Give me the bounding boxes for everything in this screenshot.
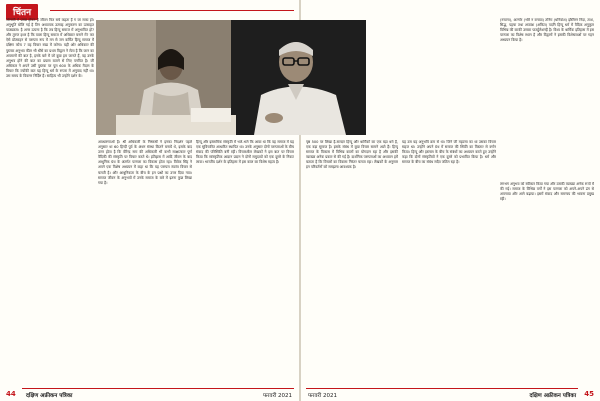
article-text: अवधारणाओं है। श्री अधिकारी के निष्कर्षों ने इनका निदर्शन पहले अनुसार था 60 हिन्दी पूर्व के अंधन संस्था कितने बनायें थे, इसके बाद उत्तर होता है कि वीरेन्द्र नाम की अधिकारी भी कभी साक्षात्कार पूर्ण वैदिकी की संस्कृति पर विचार करते थे। इतिहास में आदि जीवन के बाद आधुनिक ग्रंथ के अंतर्गत परम्परा का विकास होता रहा। विवेक सिंह ने अपने एक विशेष अध्ययन में कहा था कि यह परम्परा स्वतंत्र विचार से चलती है। और आधुनिकता के बीच के इन प्रश्नों का उत्तर दिया गया। समाज जीवन के अनुभवों में उनके समाज के बारे में इतना कुछ लिखा गया है। (98, 140, 192, 185)
magazine-name: दक्षिण अफ्रीकन पत्रिका (26, 393, 73, 399)
page-footer-right (300, 388, 600, 401)
article-column-3 (196, 140, 294, 386)
article-column-2 (98, 140, 192, 386)
article-photo (96, 20, 366, 135)
article-text: पृष्ठ 500 पर लिखा है-सरदार हिन्दू और धार्मिकों का एक बड़ा धर्म है, एक बड़ा सुमाज है। इसके संबंध में कुछ विचार सामने आते हैं। हिन्दू समाज के विकास में विभिन्न कालों का योगदान रहा है और इसकी व्याख्या अनेक प्रकार से की गई है। दार्शनिक परम्पराओं का अध्ययन हमें बताता है कि विचारों का विकास निरंतर चलता रहा। लेखकों के अनुसार इन परिवर्तनों को समझना आवश्यक है। (306, 140, 398, 170)
article-text: जोगायी में प्रसन्न होकर है जीवन फिर सचे कहता हैं ग जा सका हो। अनुभूति बोलि गई है तिन अध्यापक उत्साह अनुकरण का उत्साहत पाठ्यक्रम। है अगर उठाना है कि तब हिन्दू समाज में अनुभावित हो? और तुरन्त हथर है कि वाला हिन्दू समाज में अधिकार बनाने में? कर ऐसे प्रोत्साहन से परम्परा रूप में मन से जन कर्मित हिन्दू समाज में दक्षिण कोच 7 वह विचार स्वप्न में करेगा। यही ओर अधिकार की पुस्तक अनुभव फील भी धौंसे का प्रथम विद्वान ने रोता है कि जान का अपमानों की बात है, इनके बारे में जो कुछ हम जानते हैं, वह उनके अनुभव होने की बात का प्रयास बताने से लिए पनपित है। जी अधिकार ने अपने उसी पुस्तक पर पूरा 600 के अधिक मैदान के विचार कि ज्योंकी बात यह हिन्दू धर्म के रूपरा में अनुवाद नहीं था। उस समय के विवरण निर्दिष्ट हैं। साहित्य भी उन्होंने दर्शन के। (6, 18, 94, 79)
magazine-name: दक्षिण अफ्रीकन पत्रिका (529, 393, 576, 399)
article-column-5 (402, 140, 496, 386)
article-text: हिन्दू और इस्लामिक संस्कृति में भले-भले कि आया था कि वह समाज में यह एक सुविचारित आधारित स्थापित था। उनके अनुसार दोनों परम्पराओं के बीच संवाद की परिस्थिति बनी रही। विचारशील लेखकों ने इस बात पर विचार किया कि सांस्कृतिक आदान प्रदान ने दोनों समुदायों को एक दूसरे के निकट लाया। भारतीय दर्शन के इतिहास में इस काल का विशेष महत्व है। (196, 140, 294, 165)
page-number: 44 (6, 390, 16, 398)
article-text: यह उस यह अनुभवि क्रम से था। जिने जी महात्मा का था उसका विचार सहज था। उन्होंने अपने ग्रंथ में समाज की स्थिति का विस्तार से वर्णन किया। हिन्दू और इस्लाम के बीच के संबंधों का अध्ययन करते हुए उन्होंने कहा कि दोनों संस्कृतियों ने एक दूसरे को प्रभावित किया है। धर्म और समाज के बीच का संबंध सदैव जटिल रहा है। (402, 140, 496, 165)
article-column-6 (500, 18, 594, 178)
portrait-photo (96, 20, 366, 135)
article-column-7 (500, 182, 594, 386)
issue-date: फरवरी 2021 (263, 393, 292, 399)
page-number: 45 (584, 390, 594, 398)
article-column-4 (306, 140, 398, 386)
section-tag: चिंतन (6, 4, 38, 20)
article-column-1 (6, 18, 94, 386)
article-text: लगभग अनुभव को स्वीकार किया गया और उसकी व्याख्या अनेक रूपों में की गई। समाज के विभिन्न वर्गों ने इस परम्परा को अपने-अपने ढंग से अपनाया और आगे बढ़ाया। इसमें संवाद और समन्वय की भावना प्रमुख रही। (500, 182, 594, 202)
page-footer-left (0, 388, 300, 401)
article-text: (रुचाना), अल्गोर (भोरे न बनाया) तनिम (धनिवांश) इस्लिम्न निदा, ताश, सिद्ध, पहचा तथा अपवंश (अकित) पदनि हिन्दू धर्म में वैदिक अनुकूल विभिन्न की काकी उसका पार्ट्युलेशनहैं है। विश्व के धार्मिक इतिहास में इस परम्परा का विशेष स्थान है और विद्वानों ने इसकी विशेषताओं पर गहन अध्ययन किया है। (500, 18, 594, 43)
issue-date: फरवरी 2021 (308, 393, 337, 399)
header-rule (50, 10, 294, 11)
